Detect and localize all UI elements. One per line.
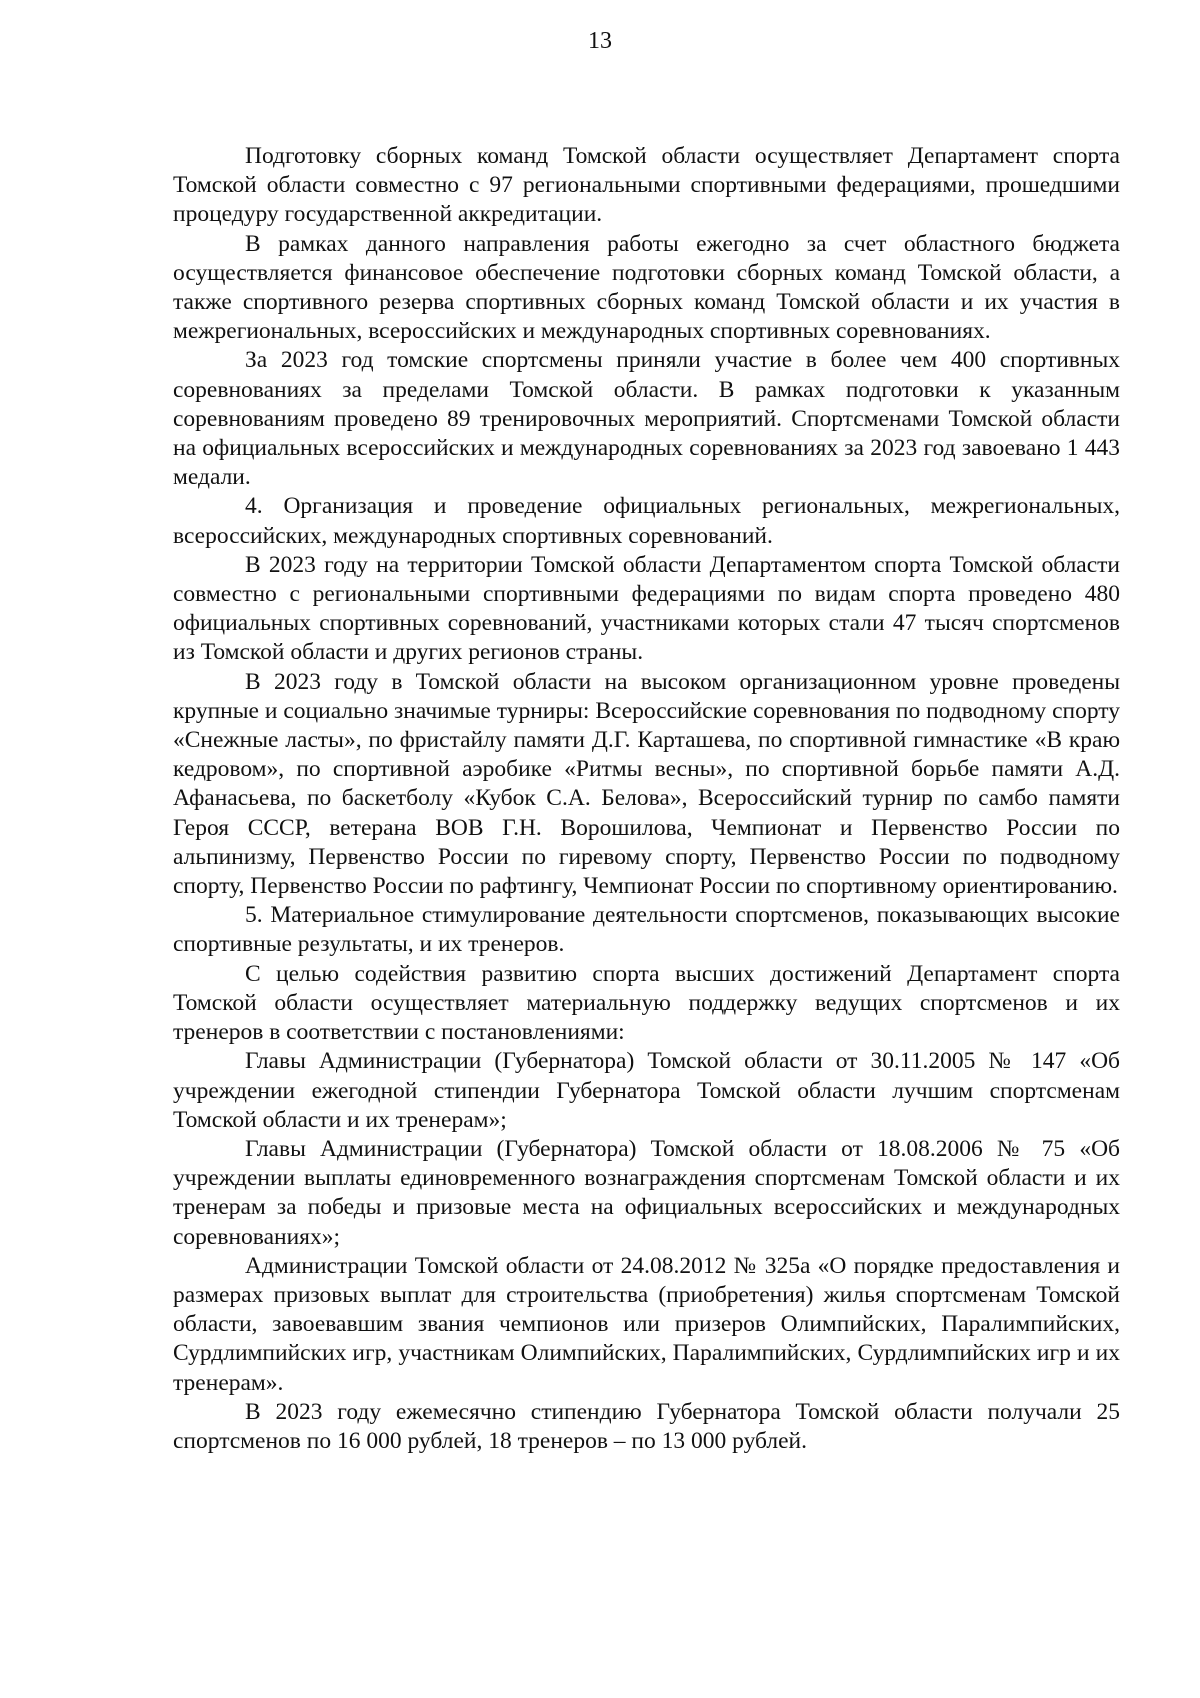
paragraph-material-support: С целью содействия развитию спорта высших достижений Департамент спорта Томской области осуществляет материальную поддержку ведущих спортсменов и их тренеров в соответствии с постановлениями: <box>173 960 1120 1046</box>
paragraph-competitions-held: В 2023 году на территории Томской области Департаментом спорта Томской области совместно с региональными спортивными федерациями по видам спорта проведено 480 официальных спортивных соревнований, участниками которых стали 47 тысяч спортсменов из Томской области и других регионов страны. <box>173 551 1120 666</box>
paragraph-scholarship-2023: В 2023 году ежемесячно стипендию Губернатора Томской области получали 25 спортсменов по 16 000 рублей, 18 тренеров – по 13 000 рублей. <box>173 1398 1120 1454</box>
paragraph-decree-325a: Администрации Томской области от 24.08.2012 № 325а «О порядке предоставления и размерах призовых выплат для строительства (приобретения) жилья спортсменам Томской области, завоевавшим звания чемпионов или призеров Олимпийских, Паралимпийских, Сурдлимпийских игр, участникам Олимпийских, Паралимпийских, Сурдлимпийских игр и их тренерам». <box>173 1252 1120 1396</box>
paragraph-decree-75: Главы Администрации (Губернатора) Томской области от 18.08.2006 № 75 «Об учреждении выплаты единовременного вознаграждения спортсменам Томской области и их тренерам за победы и призовые места на официальных всероссийских и международных соревнованиях»; <box>173 1135 1120 1250</box>
paragraph-section-5-heading: 5. Материальное стимулирование деятельности спортсменов, показывающих высокие спортивные результаты, и их тренеров. <box>173 902 1120 958</box>
paragraph-budget-funding: В рамках данного направления работы ежегодно за счет областного бюджета осуществляется финансовое обеспечение подготовки сборных команд Томской области, а также спортивного резерва спортивных сборных команд Томской области и их участия в межрегиональных, всероссийских и международных спортивных соревнованиях. <box>173 230 1120 345</box>
paragraph-major-tournaments: В 2023 году в Томской области на высоком организационном уровне проведены крупные и социально значимые турниры: Всероссийские соревнования по подводному спорту «Снежные ласты», по фристайлу памяти Д.Г. Карташева, по спортивной гимнастике «В краю кедровом», по спортивной аэробике «Ритмы весны», по спортивной борьбе памяти А.Д. Афанасьева, по баскетболу «Кубок С.А. Белова», Всероссийский турнир по самбо памяти Героя СССР, ветерана ВОВ Г.Н. Ворошилова, Чемпионат и Первенство России по альпинизму, Первенство России по гиревому спорту, Первенство России по подводному спорту, Первенство России по рафтингу, Чемпионат России по спортивному ориентированию. <box>173 668 1120 900</box>
page-number: 13 <box>588 28 612 54</box>
paragraph-team-preparation: Подготовку сборных команд Томской области осуществляет Департамент спорта Томской области совместно с 97 региональными спортивными федерациями, прошедшими процедуру государственной аккредитации. <box>173 143 1120 228</box>
paragraph-section-4-heading: 4. Организация и проведение официальных региональных, межрегиональных, всероссийских, международных спортивных соревнований. <box>173 493 1120 549</box>
paragraph-2023-results: За 2023 год томские спортсмены приняли участие в более чем 400 спортивных соревнованиях за пределами Томской области. В рамках подготовки к указанным соревнованиям проведено 89 тренировочных мероприятий. Спортсменами Томской области на официальных всероссийских и международных соревнованиях за 2023 год завоевано 1 443 медали. <box>173 347 1120 491</box>
paragraph-decree-147: Главы Администрации (Губернатора) Томской области от 30.11.2005 № 147 «Об учреждении ежегодной стипендии Губернатора Томской области лучшим спортсменам Томской области и их тренерам»; <box>173 1048 1120 1133</box>
document-body <box>173 142 1120 1456</box>
